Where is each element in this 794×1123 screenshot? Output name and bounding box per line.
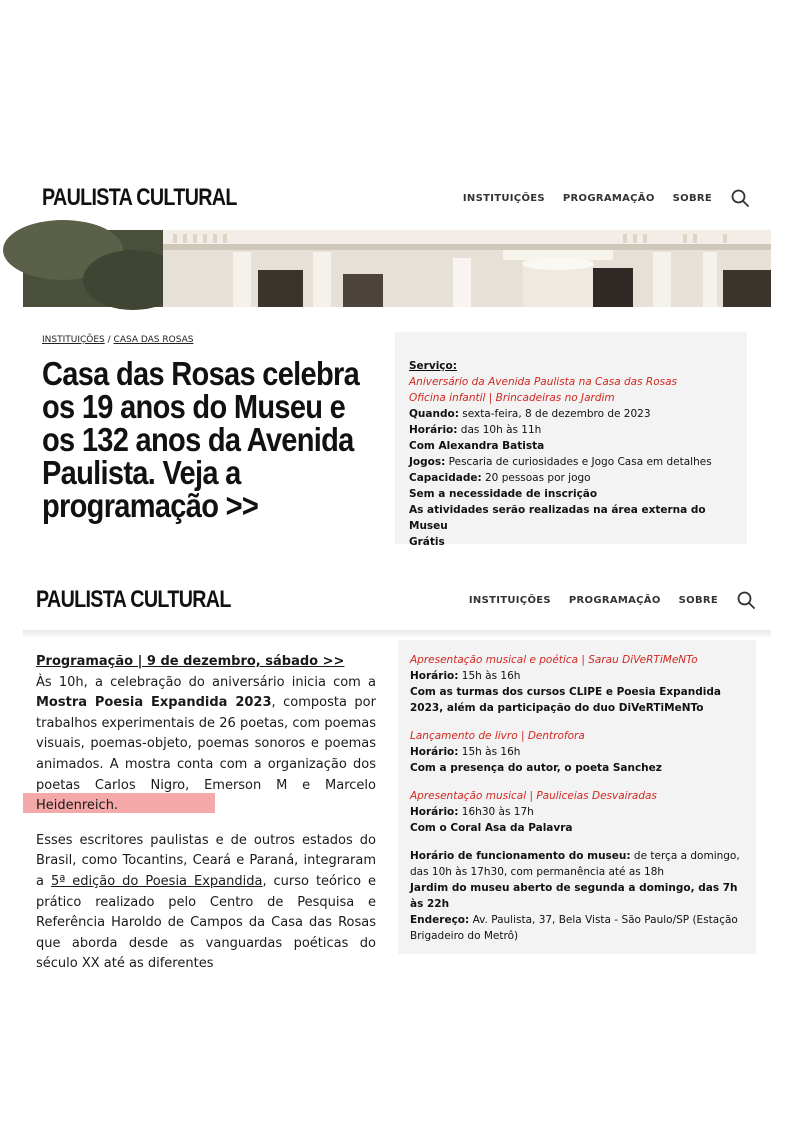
event-link-oficina[interactable]: Oficina infantil | Brincadeiras no Jardim [409, 392, 615, 404]
hero-image [23, 230, 771, 307]
service-time: Horário: das 10h às 11h [409, 424, 542, 436]
service-with: Com Alexandra Batista [409, 440, 545, 452]
garden-hours: Jardim do museu aberto de segunda a domingo, das 7h às 22h [410, 882, 738, 910]
event-coral: Apresentação musical | Pauliceias Desvairadas Horário: 16h30 às 17h Com o Coral Asa da Palavra [410, 788, 744, 836]
event-title[interactable]: Apresentação musical | Pauliceias Desvairadas [410, 790, 657, 802]
site-header [42, 183, 750, 213]
service-no-registration: Sem a necessidade de inscrição [409, 488, 598, 500]
sticky-header [36, 584, 756, 616]
event-desc: Com a presença do autor, o poeta Sanchez [410, 762, 662, 774]
title-line: Casa das Rosas celebra [42, 355, 360, 392]
schedule-box [398, 640, 756, 954]
service-when: Quando: sexta-feira, 8 de dezembro de 2023 [409, 408, 651, 420]
paragraph: Às 10h, a celebração do aniversário inicia com a Mostra Poesia Expandida 2023, composta por trabalhos experimentais de 26 poetas, com poemas visuais, poemas-objeto, poemas sonoros e poemas animados. A mostra conta com a organização dos poetas Carlos Nigro, Emerson M e Marcelo Heidenreich. [36, 674, 376, 814]
nav-item-instituicoes[interactable]: INSTITUIÇÕES [462, 192, 545, 204]
nav-item-instituicoes[interactable]: INSTITUIÇÕES [468, 594, 551, 606]
site-logo[interactable]: PAULISTA CULTURAL [42, 184, 237, 211]
mostra-name: Mostra Poesia Expandida 2023 [36, 695, 272, 711]
event-title[interactable]: Lançamento de livro | Dentrofora [410, 730, 585, 742]
article-body [36, 652, 377, 972]
nav-item-sobre[interactable]: SOBRE [672, 192, 712, 204]
paragraph: Esses escritores paulistas e de outros estados do Brasil, como Tocantins, Ceará e Paraná, integraram a 5ª edição do Poesia Expandida, curso teórico e prático realizado pelo Centro de Pesquisa e Referência Haroldo de Campos da Casa das Rosas que aborda desde as vanguardas poéticas do século XX até as diferentes [36, 832, 377, 972]
site-logo[interactable]: PAULISTA CULTURAL [36, 586, 231, 613]
breadcrumb-link-casa-das-rosas[interactable]: CASA DAS ROSAS [113, 335, 194, 345]
title-line: os 19 anos do Museu e [42, 388, 346, 425]
service-games: Jogos: Pescaria de curiosidades e Jogo Casa em detalhes [409, 456, 712, 468]
event-title[interactable]: Apresentação musical e poética | Sarau DiVeRTiMeNTo [410, 654, 698, 666]
nav-item-sobre[interactable]: SOBRE [678, 594, 718, 606]
event-desc: Com as turmas dos cursos CLIPE e Poesia Expandida 2023, além da participação do duo DiVeRTiMeNTo [410, 686, 721, 714]
search-icon[interactable] [736, 590, 756, 610]
service-outdoor: As atividades serão realizadas na área externa do Museu [409, 504, 706, 532]
event-desc: Com o Coral Asa da Palavra [410, 822, 573, 834]
service-free: Grátis [409, 536, 445, 548]
breadcrumb-separator: / [104, 335, 114, 345]
breadcrumb [42, 335, 193, 345]
nav-item-programacao[interactable]: PROGRAMAÇÃO [568, 594, 661, 606]
main-nav [463, 188, 750, 208]
breadcrumb-link-instituicoes[interactable]: INSTITUIÇÕES [42, 335, 105, 345]
main-nav [469, 590, 756, 610]
title-line: os 132 anos da Avenida [42, 421, 354, 458]
service-info-box [395, 332, 747, 548]
nav-item-programacao[interactable]: PROGRAMAÇÃO [562, 192, 655, 204]
programacao-heading: Programação | 9 de dezembro, sábado >> [36, 654, 345, 669]
event-lancamento: Lançamento de livro | Dentrofora Horário: 15h às 16h Com a presença do autor, o poeta Sanchez [410, 728, 744, 776]
museum-info: Horário de funcionamento do museu: de terça a domingo, das 10h às 17h30, com permanência até as 18h Jardim do museu aberto de segunda a domingo, das 7h às 22h Endereço: Av. Paulista, 37, Bela Vista - São Paulo/SP (Estação Brigadeiro do Metrô) [410, 848, 744, 944]
event-link-aniversario[interactable]: Aniversário da Avenida Paulista na Casa das Rosas [409, 376, 678, 388]
title-line: programação >> [42, 487, 259, 524]
service-capacity: Capacidade: 20 pessoas por jogo [409, 472, 591, 484]
search-icon[interactable] [730, 188, 750, 208]
programacao-heading-para [36, 652, 376, 673]
title-line: Paulista. Veja a [42, 454, 241, 491]
poesia-expandida-link[interactable]: 5ª edição do Poesia Expandida [50, 873, 263, 889]
event-sarau: Apresentação musical e poética | Sarau DiVeRTiMeNTo Horário: 15h às 16h Com as turmas dos cursos CLIPE e Poesia Expandida 2023, além da participação do duo DiVeRTiMeNTo [410, 652, 744, 716]
page-title [42, 357, 372, 522]
building-illustration [23, 230, 771, 307]
header-shadow [23, 630, 771, 638]
service-title: Serviço: [409, 360, 457, 372]
